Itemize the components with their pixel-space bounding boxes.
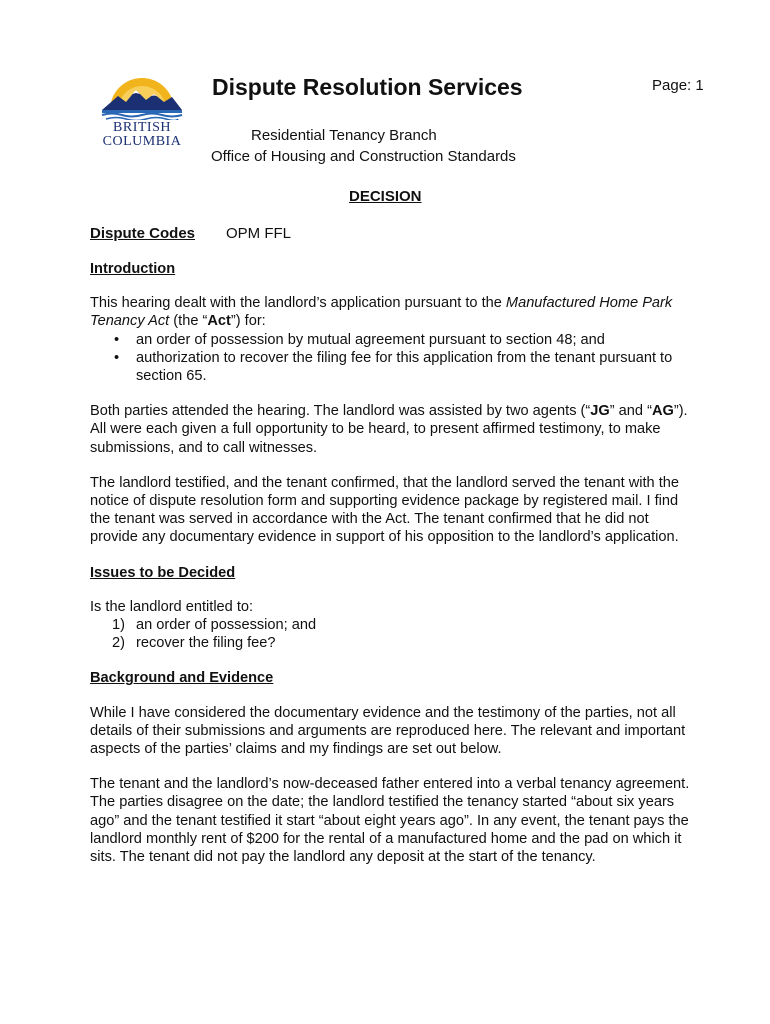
intro-text-mid: (the “: [169, 313, 208, 330]
document-title: Dispute Resolution Services: [212, 74, 523, 100]
list-item: [90, 616, 690, 634]
list-item: [90, 634, 690, 652]
issues-heading: Issues to be Decided: [90, 564, 236, 581]
bc-logo-emblem: [92, 70, 192, 120]
introduction-paragraph-2: [90, 402, 690, 457]
issues-list: [90, 616, 690, 652]
dispute-codes-label: Dispute Codes: [90, 225, 196, 242]
bullet-text: authorization to recover the filing fee for this application from the tenant pursuant to section 65.: [136, 349, 673, 385]
attendance-text-a: Both parties attended the hearing. The landlord was assisted by two agents (“: [90, 403, 591, 420]
agent-ag: AG: [651, 403, 674, 420]
background-paragraph-1: While I have considered the documentary evidence and the testimony of the parties, not all details of their submissions and arguments are reproduced here. The relevant and important aspects of the parties’ claims and my findings are set out below.: [90, 704, 686, 758]
logo-text-british: BRITISH: [113, 120, 171, 135]
introduction-heading: Introduction: [90, 261, 176, 277]
intro-text-after: ”) for:: [230, 313, 266, 330]
decision-heading: DECISION: [349, 188, 422, 205]
application-bullet-list: [90, 331, 690, 386]
attendance-text-c: ”). All were each given a full opportunity to be heard, to present affirmed testimony, to make submissions, and to call witnesses.: [90, 403, 688, 456]
act-name-italic: Manufactured Home Park Tenancy Act: [90, 295, 673, 330]
issues-lead: Is the landlord entitled to:: [90, 598, 254, 615]
background-heading: Background and Evidence: [90, 670, 274, 687]
list-item: [90, 349, 690, 385]
bullet-icon: •: [114, 331, 120, 348]
bc-logo: [92, 70, 192, 160]
page-number: Page: 1: [652, 77, 704, 94]
issue-number: 2): [112, 635, 125, 652]
office-name: Office of Housing and Construction Standards: [211, 148, 516, 165]
issue-text: recover the filing fee?: [136, 635, 276, 652]
act-short-bold: Act: [207, 313, 231, 330]
branch-name: Residential Tenancy Branch: [251, 127, 437, 144]
logo-text-columbia: COLUMBIA: [102, 134, 182, 149]
introduction-paragraph-1: [90, 294, 690, 330]
intro-text-before: This hearing dealt with the landlord’s application pursuant to the: [90, 295, 506, 312]
bullet-text: an order of possession by mutual agreement pursuant to section 48; and: [136, 331, 605, 348]
agent-jg: JG: [590, 403, 610, 420]
list-item: [90, 331, 690, 349]
dispute-codes-value: OPM FFL: [226, 225, 292, 242]
attendance-text-b: ” and “: [609, 403, 652, 420]
issue-text: an order of possession; and: [136, 617, 317, 634]
background-paragraph-2: The tenant and the landlord’s now-deceased father entered into a verbal tenancy agreement. The parties disagree on the date; the landlord testified the tenancy started “about six years ago” and the tenant testified it start “about eight years ago”. In any event, the tenant pays the landlord monthly rent of $200 for the rental of a manufactured home and the pad on which it sits. The tenant did not pay the landlord any deposit at the start of the tenancy.: [90, 776, 690, 866]
introduction-paragraph-3: The landlord testified, and the tenant confirmed, that the landlord served the tenant with the notice of dispute resolution form and supporting evidence package by registered mail. I find the tenant was served in accordance with the Act. The tenant confirmed that he did not provide any documentary evidence in support of his opposition to the landlord’s application.: [90, 474, 679, 546]
bullet-icon: •: [114, 349, 120, 366]
issue-number: 1): [112, 617, 125, 634]
document-body: [90, 260, 690, 883]
